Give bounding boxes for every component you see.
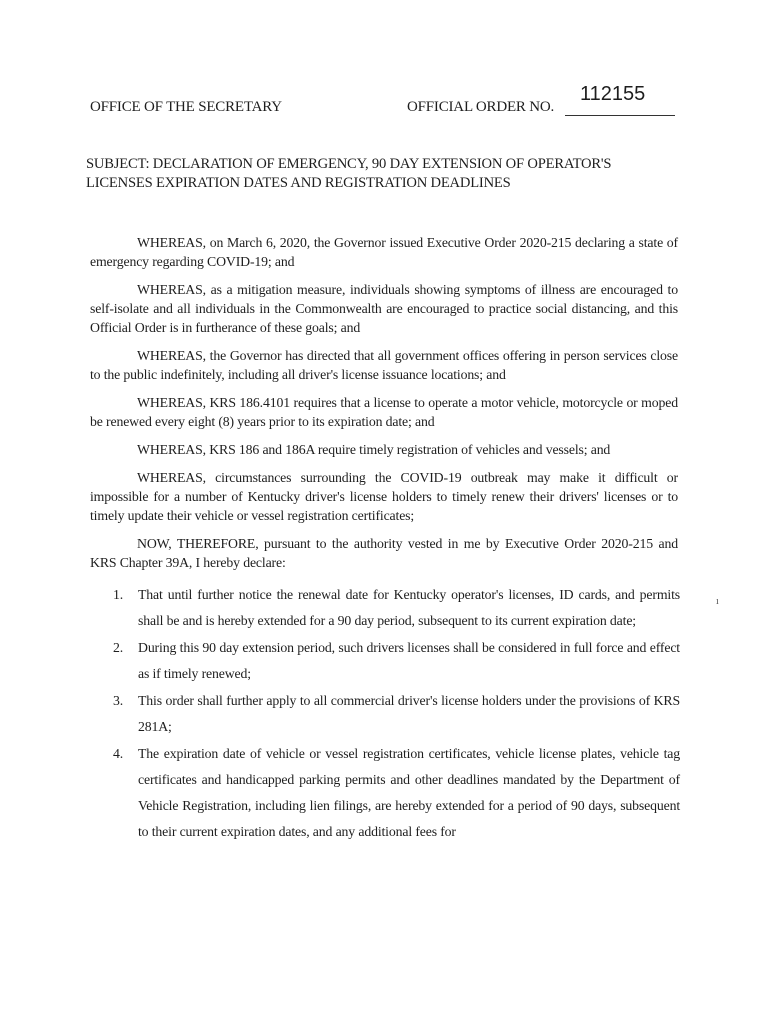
whereas-clauses	[90, 233, 678, 578]
declaration-list	[90, 582, 680, 846]
list-item	[90, 582, 680, 634]
list-item-text: The expiration date of vehicle or vessel registration certificates, vehicle license plates, vehicle tag certificates and handicapped parking permits and other deadlines mandated by the Department of Vehicle Registration, including lien filings, are hereby extended for a period of 90 days, subsequent to their current expiration dates, and any additional fees for	[138, 746, 680, 839]
paragraph: NOW, THEREFORE, pursuant to the authority vested in me by Executive Order 2020-215 and KRS Chapter 39A, I hereby declare:	[90, 536, 678, 570]
subject-heading: SUBJECT: DECLARATION OF EMERGENCY, 90 DAY EXTENSION OF OPERATOR'S LICENSES EXPIRATION DATES AND REGISTRATION DEADLINES	[86, 156, 612, 191]
list-item	[90, 688, 680, 740]
order-number-underline	[565, 115, 675, 116]
official-order-label: OFFICIAL ORDER NO.	[407, 99, 555, 115]
header-row	[90, 83, 680, 121]
list-number: 1.	[113, 587, 124, 602]
paragraph: WHEREAS, the Governor has directed that all government offices offering in person services close to the public indefinitely, including all driver's license issuance locations; and	[90, 348, 678, 382]
margin-mark: ı	[716, 596, 719, 607]
list-item	[90, 635, 680, 687]
office-title: OFFICE OF THE SECRETARY	[90, 99, 282, 115]
list-number: 2.	[113, 640, 124, 655]
paragraph: WHEREAS, circumstances surrounding the COVID-19 outbreak may make it difficult or impossible for a number of Kentucky driver's license holders to timely renew their drivers' licenses or to timely update their vehicle or vessel registration certificates;	[90, 470, 678, 523]
list-item-text: This order shall further apply to all commercial driver's license holders under the provisions of KRS 281A;	[138, 693, 680, 734]
paragraph: WHEREAS, as a mitigation measure, individuals showing symptoms of illness are encouraged to self-isolate and all individuals in the Commonwealth are encouraged to practice social distancing, and this Official Order is in furtherance of these goals; and	[90, 282, 678, 335]
paragraph: WHEREAS, on March 6, 2020, the Governor issued Executive Order 2020-215 declaring a state of emergency regarding COVID-19; and	[90, 235, 678, 269]
list-number: 4.	[113, 746, 124, 761]
order-number: 112155	[580, 83, 646, 105]
list-number: 3.	[113, 693, 124, 708]
paragraph: WHEREAS, KRS 186.4101 requires that a license to operate a motor vehicle, motorcycle or moped be renewed every eight (8) years prior to its expiration date; and	[90, 395, 678, 429]
paragraph: WHEREAS, KRS 186 and 186A require timely registration of vehicles and vessels; and	[137, 442, 611, 457]
list-item-text: During this 90 day extension period, such drivers licenses shall be considered in full force and effect as if timely renewed;	[138, 640, 680, 681]
list-item	[90, 741, 680, 845]
list-item-text: That until further notice the renewal date for Kentucky operator's licenses, ID cards, and permits shall be and is hereby extended for a 90 day period, subsequent to its current expiration date;	[138, 587, 680, 628]
